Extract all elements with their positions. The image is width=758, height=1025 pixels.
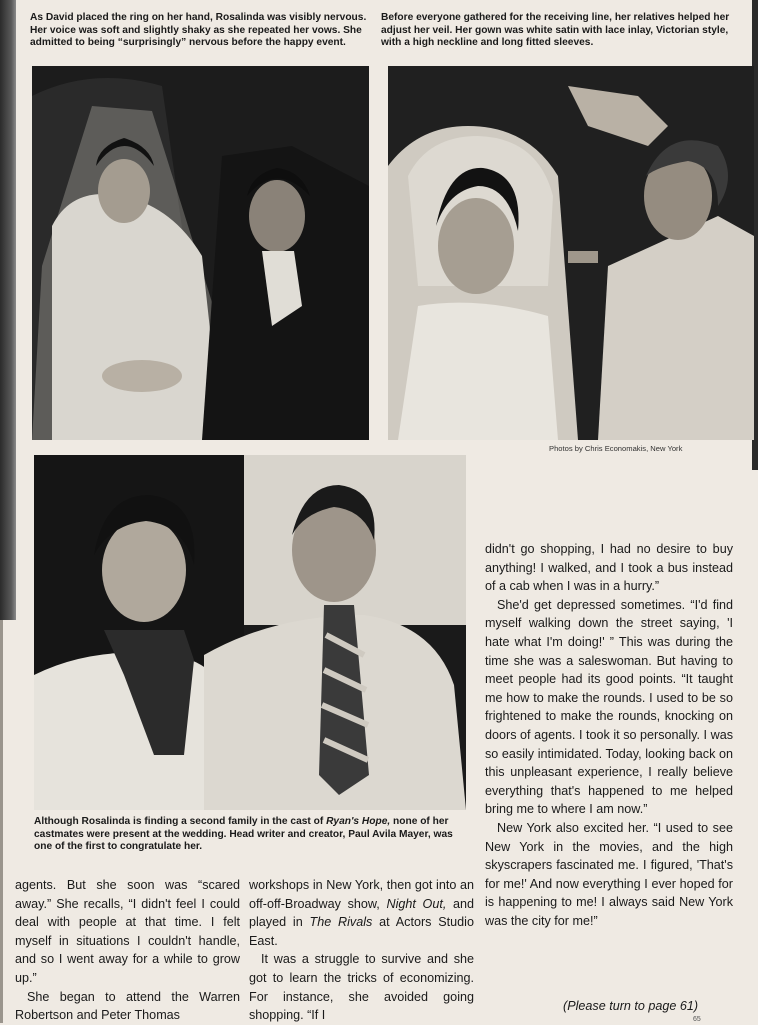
article-paragraph: didn't go shopping, I had no desire to buy anything! I walked, and I took a bus instead of a cab when I was in a hurry.”: [485, 542, 733, 594]
article-paragraph: She'd get depressed sometimes. “I'd find myself walking down the street saying, 'I hate what I'm doing!' ” This was during the time she was a saleswoman. But having to meet people had its good points. “It taught me how to make the rounds. I used to be so frightened to make the rounds, knocking on doors of agents. I took it so personally. I was so easily intimidated. Today, looking back on this unpleasant experience, I really believe everything that's happened to me helped bring me to where I am now.”: [485, 597, 733, 817]
show-title: Night Out,: [386, 896, 447, 911]
magazine-binding-edge: [0, 0, 16, 620]
article-paragraph: It was a struggle to survive and she got to learn the tricks of economizing. For instance, she avoided going shopping. “If I: [249, 952, 474, 1023]
caption-text: Although Rosalinda is finding a second family in the cast of: [34, 816, 327, 827]
page-number: 65: [693, 1016, 701, 1023]
show-title: The Rivals: [309, 915, 373, 930]
article-paragraph: [249, 876, 474, 950]
caption-veil-photo: Before everyone gathered for the receiving line, her relatives helped her adjust her veil. Her gown was white satin with lace inlay, Victorian style, with a high neckline and long fitted sleeves.: [381, 12, 730, 49]
article-column-1: [15, 876, 240, 1025]
caption-ring-photo: As David placed the ring on her hand, Rosalinda was visibly nervous. Her voice was soft and slightly shaky as she repeated her vows. She admitted to being “surprisingly” nervous before the happy event.: [30, 12, 367, 49]
photo-veil-adjustment: [388, 66, 754, 440]
photo-congratulations: [34, 455, 466, 810]
text-run: at Actors Studio East.: [249, 915, 474, 948]
photo-credit: Photos by Chris Economakis, New York: [549, 444, 683, 453]
article-paragraph: agents. But she soon was “scared away.” She recalls, “I didn't feel I could deal with people at that time. I felt myself in situations I couldn't handle, and so I went away for a while to grow up.”: [15, 878, 240, 985]
article-paragraph: She began to attend the Warren Robertson and Peter Thomas: [15, 989, 240, 1023]
photo-ring-ceremony: [32, 66, 369, 440]
magazine-binding-edge-lower: [0, 620, 3, 1023]
caption-text: none of her castmates were present at the wedding. Head writer and creator, Paul Avila Mayer, was one of the first to congratulate her.: [34, 816, 453, 853]
text-run: workshops in New York, then got into an off-off-Broadway show,: [249, 878, 474, 911]
article-column-2: [249, 876, 474, 1025]
caption-congratulations-photo: [34, 816, 464, 854]
continued-on-page: (Please turn to page 61): [563, 999, 699, 1013]
article-paragraph: New York also excited her. “I used to see New York in the movies, and the high skyscrapers fascinated me. I figured, 'That's for me!' And now everything I ever hoped for is happening to me! I always said New York was the city for me!”: [485, 820, 733, 928]
text-run: and played in: [249, 896, 474, 930]
article-column-right: [485, 540, 733, 930]
show-title: Ryan's Hope,: [326, 816, 391, 827]
